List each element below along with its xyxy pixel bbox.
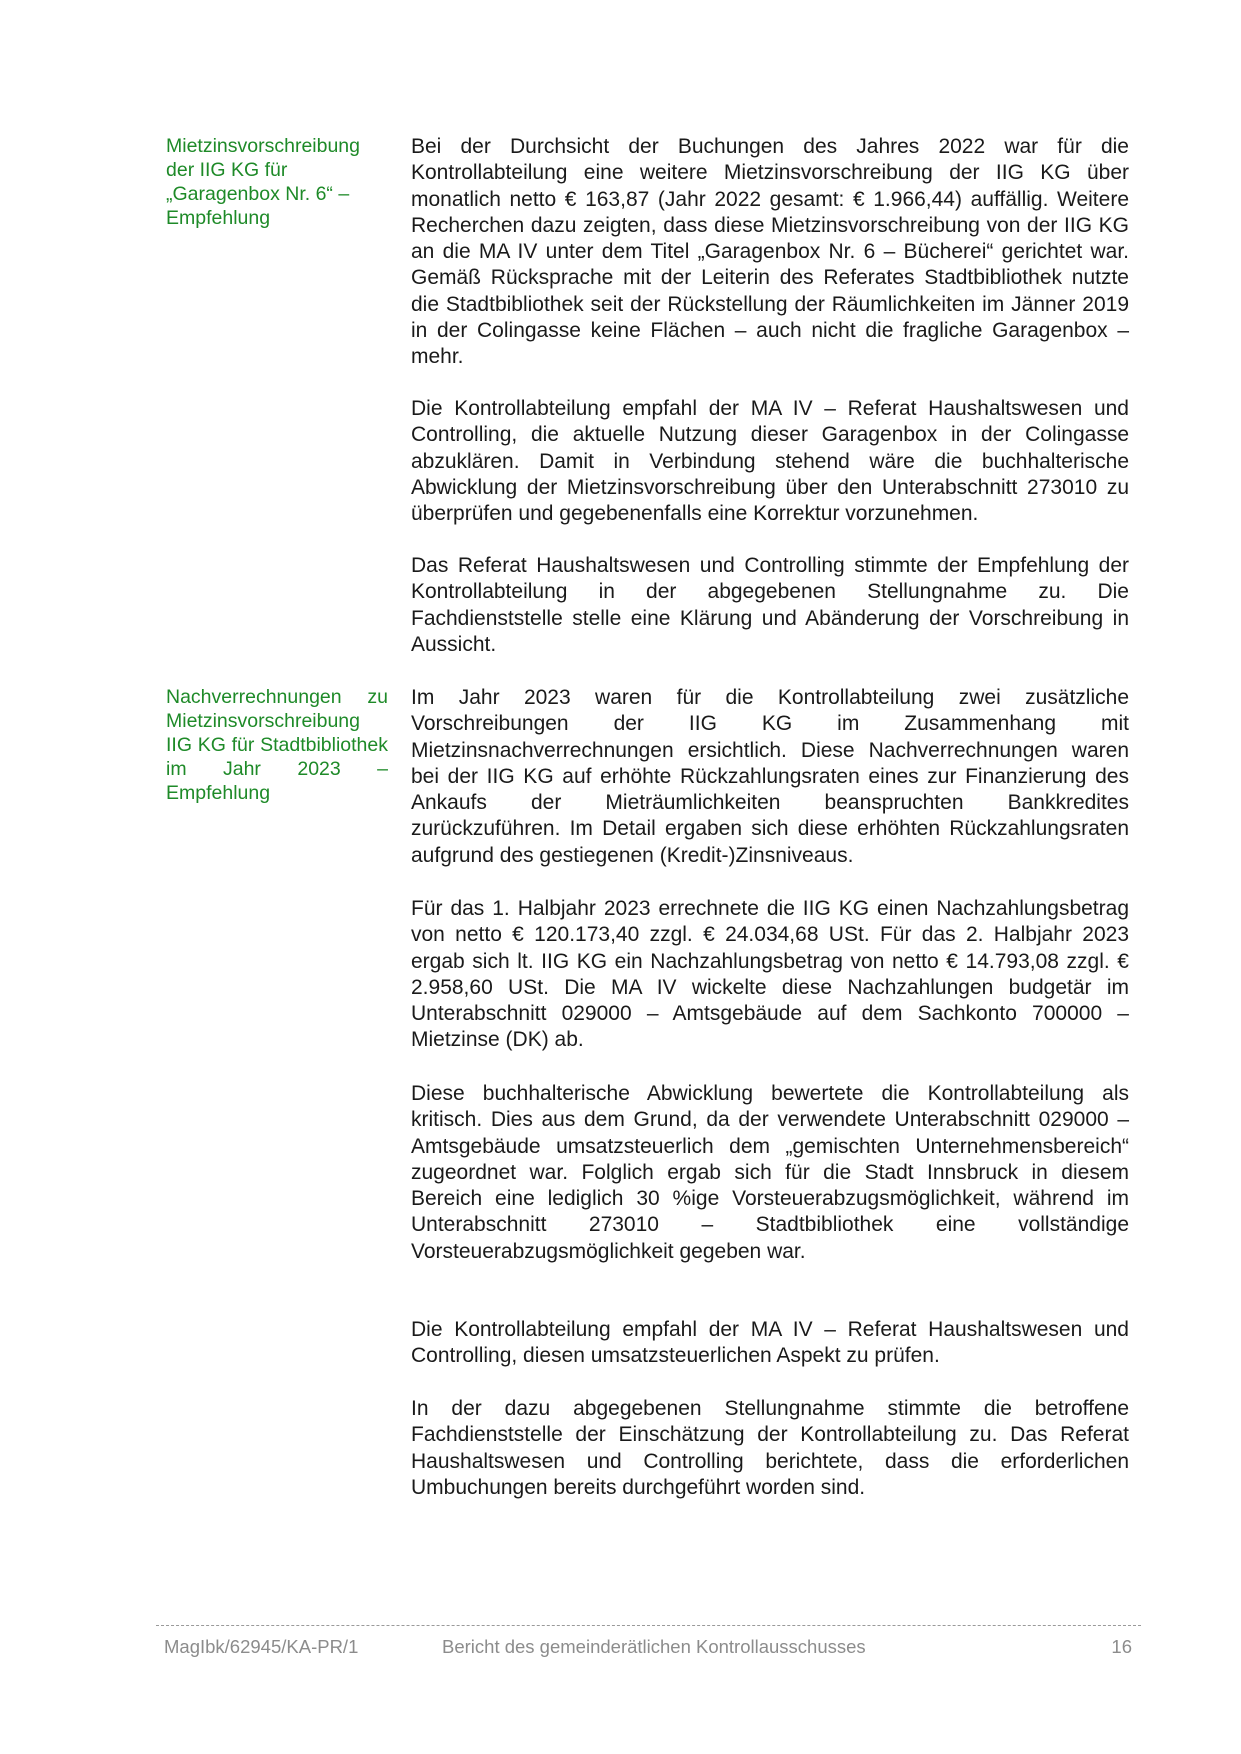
paragraph-nachverrechnungen-recommendation: Die Kontrollabteilung empfahl der MA IV – Referat Haushaltswesen und Controlling, diesen umsatzsteuerlichen Aspekt zu prüfen. [411,1318,1129,1368]
section-heading-garagenbox: Mietzinsvorschreibung der IIG KG für „Garagenbox Nr. 6“ – Empfehlung [166,135,361,229]
paragraph-nachverrechnungen-amounts: Für das 1. Halbjahr 2023 errechnete die IIG KG einen Nachzahlungsbetrag von netto € 120.173,40 zzgl. € 24.034,68 USt. Für das 2. Halbjahr 2023 ergab sich lt. IIG KG ein Nachzahlungsbetrag von netto € 14.793,08 zzgl. € 2.958,60 USt. Die MA IV wickelte diese Nachzahlungen budgetär im Unterabschnitt 029000 – Amtsgebäude auf dem Sachkonto 700000 – Mietzinse (DK) ab. [411,897,1129,1052]
paragraph-garagenbox-recommendation: Die Kontrollabteilung empfahl der MA IV – Referat Haushaltswesen und Controlling, die aktuelle Nutzung dieser Garagenbox in der Colingasse abzuklären. Damit in Verbindung stehend wäre die buchhalterische Abwicklung der Mietzinsvorschreibung über den Unterabschnitt 273010 zu überprüfen und gegebenenfalls eine Korrektur vorzunehmen. [411,397,1129,526]
footer-divider [156,1625,1141,1626]
paragraph-garagenbox-response: Das Referat Haushaltswesen und Controlling stimmte der Empfehlung der Kontrollabteilung in der abgegebenen Stellungnahme zu. Die Fachdienststelle stelle eine Klärung und Abänderung der Vorschreibung in Aussicht. [411,554,1129,656]
footer-page-number: 16 [1111,1636,1132,1657]
footer-title: Bericht des gemeinderätlichen Kontrollausschusses [442,1636,866,1657]
section-heading-nachverrechnungen: Nachverrechnungen zu Mietzinsvorschreibung IIG KG für Stadtbibliothek im Jahr 2023 – Empfehlung [166,686,388,804]
paragraph-nachverrechnungen-finding: Im Jahr 2023 waren für die Kontrollabteilung zwei zusätzliche Vorschreibungen der IIG KG im Zusammenhang mit Mietzinsnachverrechnungen ersichtlich. Diese Nachverrechnungen waren bei der IIG KG auf erhöhte Rückzahlungsraten eines zur Finanzierung des Ankaufs der Mieträumlichkeiten beanspruchten Bankkredites zurückzuführen. Im Detail ergaben sich diese erhöhten Rückzahlungsraten aufgrund des gestiegenen (Kredit-)Zinsniveaus. [411,686,1129,867]
footer-reference: MagIbk/62945/KA-PR/1 [164,1636,359,1657]
paragraph-nachverrechnungen-assessment: Diese buchhalterische Abwicklung bewertete die Kontrollabteilung als kritisch. Dies aus dem Grund, da der verwendete Unterabschnitt 029000 – Amtsgebäude umsatzsteuerlich dem „gemischten Unternehmensbereich“ zugeordnet war. Folglich ergab sich für die Stadt Innsbruck in diesem Bereich eine lediglich 30 %ige Vorsteuerabzugsmöglichkeit, während im Unterabschnitt 273010 – Stadtbibliothek eine vollständige Vorsteuerabzugsmöglichkeit gegeben war. [411,1082,1129,1263]
paragraph-garagenbox-finding: Bei der Durchsicht der Buchungen des Jahres 2022 war für die Kontrollabteilung eine weitere Mietzinsvorschreibung der IIG KG über monatlich netto € 163,87 (Jahr 2022 gesamt: € 1.966,44) auffällig. Weitere Recherchen dazu zeigten, dass diese Mietzinsvorschreibung von der IIG KG an die MA IV unter dem Titel „Garagenbox Nr. 6 – Bücherei“ gerichtet war. Gemäß Rücksprache mit der Leiterin des Referates Stadtbibliothek nutzte die Stadtbibliothek seit der Rückstellung der Räumlichkeiten im Jänner 2019 in der Colingasse keine Flächen – auch nicht die fragliche Garagenbox – mehr. [411,135,1129,369]
paragraph-nachverrechnungen-response: In der dazu abgegebenen Stellungnahme stimmte die betroffene Fachdienststelle der Einschätzung der Kontrollabteilung zu. Das Referat Haushaltswesen und Controlling berichtete, dass die erforderlichen Umbuchungen bereits durchgeführt worden sind. [411,1397,1129,1499]
